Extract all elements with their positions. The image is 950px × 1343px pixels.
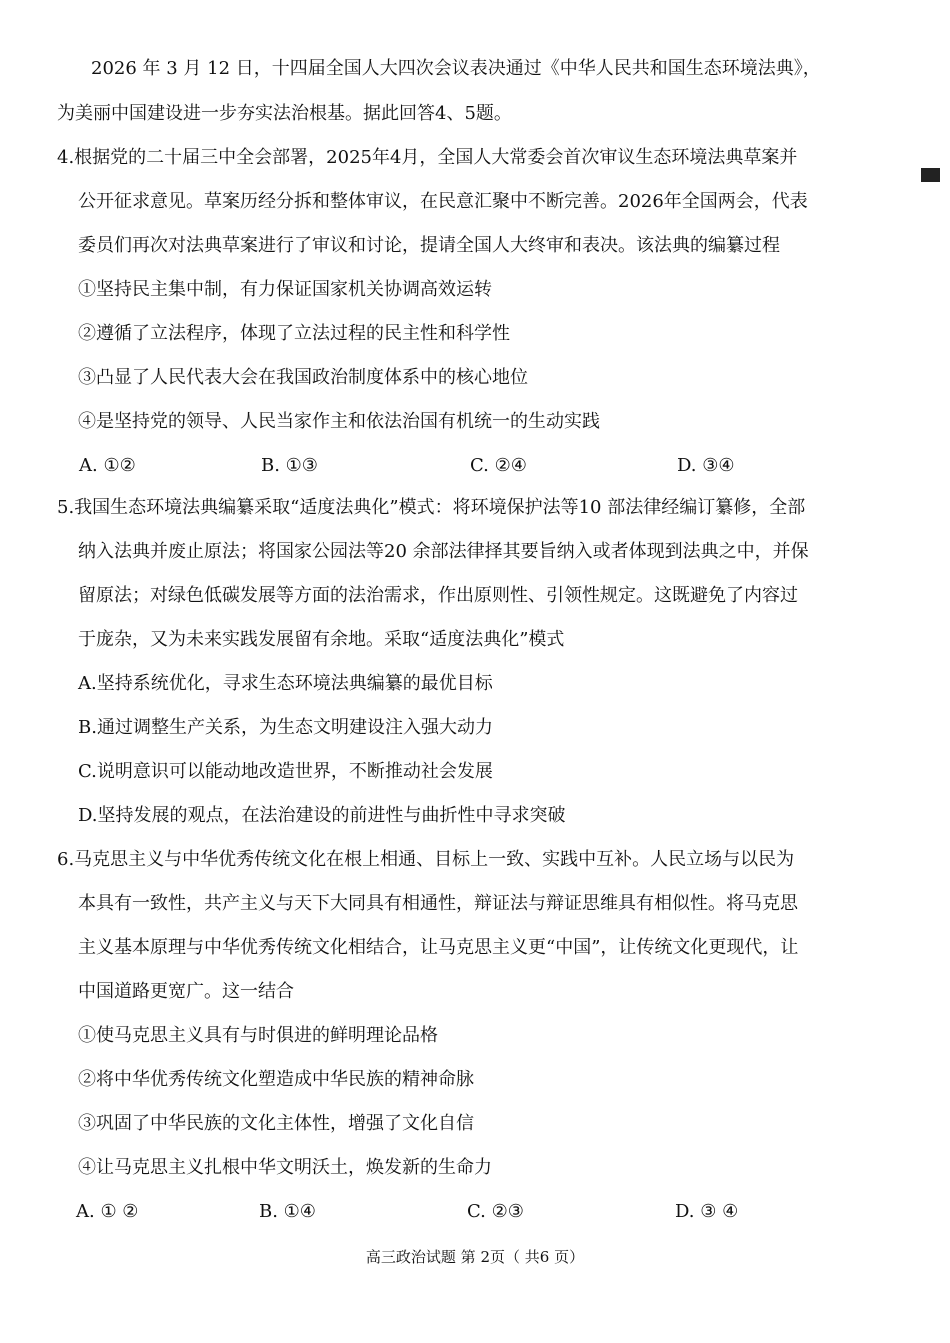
q4-option-a: A. ①②: [79, 455, 136, 476]
q5-stem-line-3: 留原法；对绿色低碳发展等方面的法治需求，作出原则性、引领性规定。这既避免了内容过: [78, 585, 798, 606]
q4-item-3: ③凸显了人民代表大会在我国政治制度体系中的核心地位: [78, 367, 528, 388]
q4-option-c: C. ②④: [470, 455, 527, 476]
q6-option-b: B. ①④: [259, 1201, 316, 1222]
q4-option-b: B. ①③: [261, 455, 318, 476]
q4-stem-line-1: 4.根据党的二十届三中全会部署，2025年4月，全国人大常委会首次审议生态环境法典草案并: [57, 147, 798, 168]
q5-option-c: C.说明意识可以能动地改造世界，不断推动社会发展: [78, 761, 493, 782]
q4-stem-line-3: 委员们再次对法典草案进行了审议和讨论，提请全国人大终审和表决。该法典的编纂过程: [78, 235, 780, 256]
q4-item-2: ②遵循了立法程序，体现了立法过程的民主性和科学性: [78, 323, 510, 344]
q6-item-3: ③巩固了中华民族的文化主体性，增强了文化自信: [78, 1113, 474, 1134]
page-edge-mark: [921, 168, 940, 182]
intro-line-2: 为美丽中国建设进一步夯实法治根基。据此回答4、5题。: [57, 103, 512, 124]
q6-item-2: ②将中华优秀传统文化塑造成中华民族的精神命脉: [78, 1069, 474, 1090]
q5-stem-line-1: 5.我国生态环境法典编纂采取“适度法典化”模式：将环境保护法等10 部法律经编订纂修，全部: [57, 497, 806, 518]
intro-line-1: 2026 年 3 月 12 日，十四届全国人大四次会议表决通过《中华人民共和国生态环境法典》，: [91, 58, 821, 79]
q5-stem-line-4: 于庞杂，又为未来实践发展留有余地。采取“适度法典化”模式: [78, 629, 565, 650]
q4-stem-line-2: 公开征求意见。草案历经分拆和整体审议，在民意汇聚中不断完善。2026年全国两会，代表: [78, 191, 808, 212]
q5-option-a: A.坚持系统优化，寻求生态环境法典编纂的最优目标: [78, 673, 493, 694]
page-footer: 高三政治试题 第 2页（ 共6 页）: [365, 1248, 585, 1266]
q6-stem-line-1: 6.马克思主义与中华优秀传统文化在根上相通、目标上一致、实践中互补。人民立场与以民为: [57, 849, 795, 870]
q5-stem-line-2: 纳入法典并废止原法；将国家公园法等20 余部法律择其要旨纳入或者体现到法典之中，并保: [78, 541, 809, 562]
q6-option-a: A. ① ②: [76, 1201, 139, 1222]
q4-option-d: D. ③④: [677, 455, 735, 476]
q6-stem-line-4: 中国道路更宽广。这一结合: [78, 981, 294, 1002]
q6-item-4: ④让马克思主义扎根中华文明沃土，焕发新的生命力: [78, 1157, 492, 1178]
q4-item-1: ①坚持民主集中制，有力保证国家机关协调高效运转: [78, 279, 492, 300]
q5-option-d: D.坚持发展的观点，在法治建设的前进性与曲折性中寻求突破: [78, 805, 566, 826]
q6-item-1: ①使马克思主义具有与时俱进的鲜明理论品格: [78, 1025, 438, 1046]
q6-stem-line-3: 主义基本原理与中华优秀传统文化相结合，让马克思主义更“中国”，让传统文化更现代，让: [78, 937, 799, 958]
q6-option-c: C. ②③: [467, 1201, 524, 1222]
q6-stem-line-2: 本具有一致性，共产主义与天下大同具有相通性，辩证法与辩证思维具有相似性。将马克思: [78, 893, 798, 914]
q4-item-4: ④是坚持党的领导、人民当家作主和依法治国有机统一的生动实践: [78, 411, 600, 432]
q5-option-b: B.通过调整生产关系，为生态文明建设注入强大动力: [78, 717, 493, 738]
q6-option-d: D. ③ ④: [675, 1201, 739, 1222]
